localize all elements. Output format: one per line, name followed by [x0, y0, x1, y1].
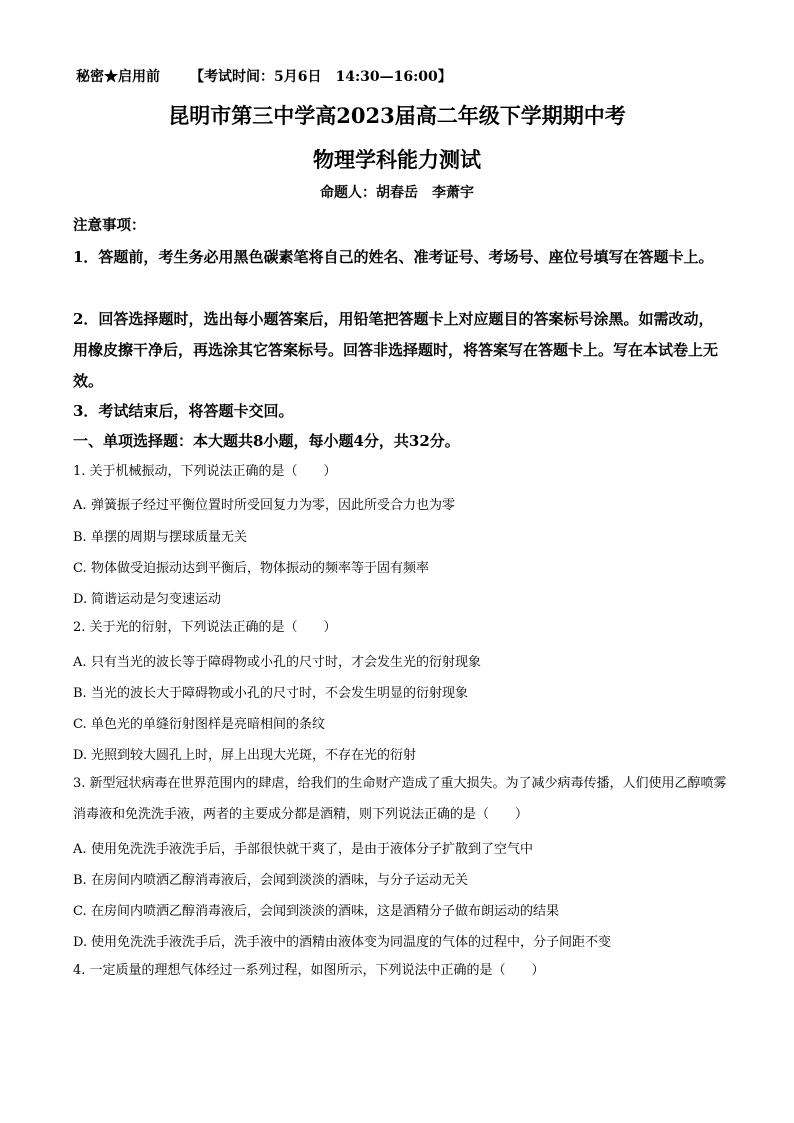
question-1-option-c	[73, 557, 429, 576]
option-text: 物体做受迫振动达到平衡后，物体振动的频率等于固有频率	[91, 561, 430, 576]
option-text: 光照到较大圆孔上时，屏上出现大光斑，不存在光的衍射	[91, 748, 417, 763]
note-item-1: 1．答题前，考生务必用黑色碳素笔将自己的姓名、准考证号、考场号、座位号填写在答题卡上。	[73, 248, 714, 266]
option-text: 使用免洗洗手液洗手后，洗手液中的酒精由液体变为同温度的气体的过程中，分子间距不变	[91, 935, 612, 950]
question-4-stem: 4. 一定质量的理想气体经过一系列过程，如图所示，下列说法中正确的是（ ）	[73, 963, 545, 978]
question-3-option-b	[73, 869, 468, 888]
confidential-label: 秘密★启用前	[76, 69, 160, 85]
option-label: A.	[73, 842, 87, 857]
question-2-option-c	[73, 713, 325, 732]
exam-time: 【考试时间：5月6日 14:30—16:00】	[190, 69, 452, 85]
option-text: 简谐运动是匀变速运动	[91, 592, 222, 607]
option-text: 单色光的单缝衍射图样是亮暗相间的条纹	[91, 717, 326, 732]
option-label: A.	[73, 655, 87, 670]
option-label: D.	[73, 748, 88, 763]
option-label: C.	[73, 717, 87, 732]
option-text: 弹簧振子经过平衡位置时所受回复力为零，因此所受合力也为零	[91, 498, 456, 513]
exam-header	[76, 66, 452, 86]
exam-subtitle: 物理学科能力测试	[313, 147, 481, 172]
question-3-option-a	[73, 838, 533, 857]
option-label: B.	[73, 530, 87, 545]
question-1-option-b	[73, 526, 247, 545]
question-3-option-c	[73, 900, 559, 919]
notes-heading: 注意事项：	[73, 217, 146, 234]
option-text: 当光的波长大于障碍物或小孔的尺寸时，不会发生明显的衍射现象	[91, 686, 469, 701]
option-label: B.	[73, 686, 87, 701]
option-text: 只有当光的波长等于障碍物或小孔的尺寸时，才会发生光的衍射现象	[91, 655, 482, 670]
option-label: D.	[73, 592, 88, 607]
exam-title: 昆明市第三中学高2023届高二年级下学期期中考	[168, 103, 626, 128]
exam-authors: 命题人：胡春岳 李萧宇	[320, 185, 474, 201]
option-label: D.	[73, 935, 88, 950]
option-text: 单摆的周期与摆球质量无关	[91, 530, 248, 545]
question-2-stem: 2. 关于光的衍射，下列说法正确的是（ ）	[73, 620, 337, 635]
option-label: A.	[73, 498, 87, 513]
option-label: B.	[73, 873, 87, 888]
option-text: 在房间内喷洒乙醇消毒液后，会闻到淡淡的酒味，与分子运动无关	[91, 873, 469, 888]
question-2-option-a	[73, 651, 481, 670]
question-1-option-a	[73, 494, 455, 513]
option-text: 使用免洗洗手液洗手后，手部很快就干爽了，是由于液体分子扩散到了空气中	[91, 842, 534, 857]
question-1-stem: 1. 关于机械振动，下列说法正确的是（ ）	[73, 464, 337, 479]
note-item-2: 2．回答选择题时，选出每小题答案后，用铅笔把答题卡上对应题目的答案标号涂黑。如需改动，用橡皮擦干净后，再选涂其它答案标号。回答非选择题时，将答案写在答题卡上。写在本试卷上无效。	[73, 310, 719, 390]
question-3-stem: 3. 新型冠状病毒在世界范围内的肆虐，给我们的生命财产造成了重大损失。为了减少病毒传播，人们使用乙醇喷雾消毒液和免洗洗手液，两者的主要成分都是酒精，则下列说法正确的是（ ）	[73, 776, 727, 822]
question-3-option-d	[73, 931, 611, 950]
question-2-option-d	[73, 744, 416, 763]
question-2-option-b	[73, 682, 468, 701]
section-heading: 一、单项选择题：本大题共8小题，每小题4分，共32分。	[73, 432, 460, 450]
question-1-option-d	[73, 588, 221, 607]
option-label: C.	[73, 904, 87, 919]
note-item-3: 3．考试结束后，将答题卡交回。	[73, 402, 294, 420]
option-label: C.	[73, 561, 87, 576]
option-text: 在房间内喷洒乙醇消毒液后，会闻到淡淡的酒味，这是酒精分子做布朗运动的结果	[91, 904, 560, 919]
